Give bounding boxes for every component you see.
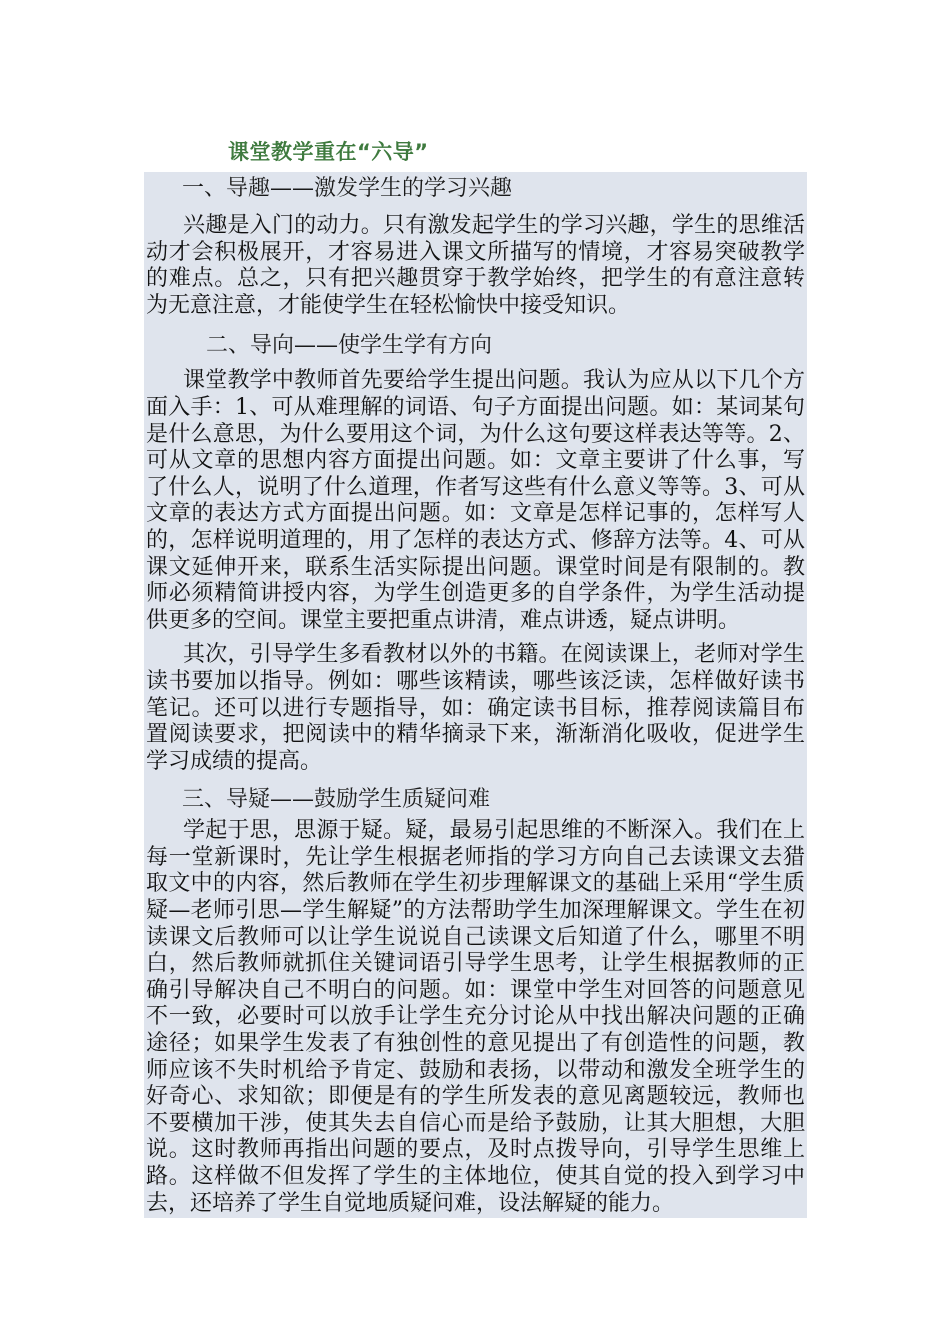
- document-title: 课堂教学重在“六导”: [228, 140, 429, 164]
- section-2-paragraph-1: 课堂教学中教师首先要给学生提出问题。我认为应从以下几个方面入手：1、可从难理解的词语、句子方面提出问题。如：某词某句是什么意思，为什么要用这个词，为什么这句要这样表达等等。2、可从文章的思想内容方面提出问题。如：文章主要讲了什么事，写了什么人，说明了什么道理，作者写这些有什么意义等等。3、可从文章的表达方式方面提出问题。如：文章是怎样记事的，怎样写人的，怎样说明道理的，用了怎样的表达方式、修辞方法等。4、可从课文延伸开来，联系生活实际提出问题。课堂时间是有限制的。教师必须精简讲授内容，为学生创造更多的自学条件，为学生活动提供更多的空间。课堂主要把重点讲清，难点讲透，疑点讲明。: [146, 368, 805, 633]
- section-heading-1: 一、导趣——激发学生的学习兴趣: [182, 176, 513, 201]
- section-2-paragraph-2: 其次，引导学生多看教材以外的书籍。在阅读课上，老师对学生读书要加以指导。例如：哪些该精读，哪些该泛读，怎样做好读书笔记。还可以进行专题指导，如：确定读书目标，推荐阅读篇目布置阅读要求，把阅读中的精华摘录下来，渐渐消化吸收，促进学生学习成绩的提高。: [146, 642, 805, 774]
- section-heading-3: 三、导疑——鼓励学生质疑问难: [182, 787, 491, 813]
- section-heading-2: 二、导向——使学生学有方向: [206, 333, 493, 359]
- section-3-paragraph: 学起于思，思源于疑。疑，最易引起思维的不断深入。我们在上每一堂新课时，先让学生根据老师指的学习方向自己去读课文去猎取文中的内容，然后教师在学生初步理解课文的基础上采用“学生质疑—老师引思—学生解疑”的方法帮助学生加深理解课文。学生在初读课文后教师可以让学生说说自己读课文后知道了什么，哪里不明白，然后教师就抓住关键词语引导学生思考，让学生根据教师的正确引导解决自己不明白的问题。如：课堂中学生对回答的问题意见不一致，必要时可以放手让学生充分讨论从中找出解决问题的正确途径；如果学生发表了有独创性的意见提出了有创造性的问题，教师应该不失时机给予肯定、鼓励和表扬，以带动和激发全班学生的好奇心、求知欲；即便是有的学生所发表的意见离题较远，教师也不要横加干涉，使其失去自信心而是给予鼓励，让其大胆想，大胆说。这时教师再指出问题的要点，及时点拨导向，引导学生思维上路。这样做不但发挥了学生的主体地位，使其自觉的投入到学习中去，还培养了学生自觉地质疑问难，设法解疑的能力。: [146, 818, 805, 1216]
- section-1-paragraph: 兴趣是入门的动力。只有激发起学生的学习兴趣，学生的思维活动才会积极展开，才容易进入课文所描写的情境，才容易突破教学的难点。总之，只有把兴趣贯穿于教学始终，把学生的有意注意转为无意注意，才能使学生在轻松愉快中接受知识。: [146, 213, 805, 318]
- content-panel: [144, 172, 807, 1218]
